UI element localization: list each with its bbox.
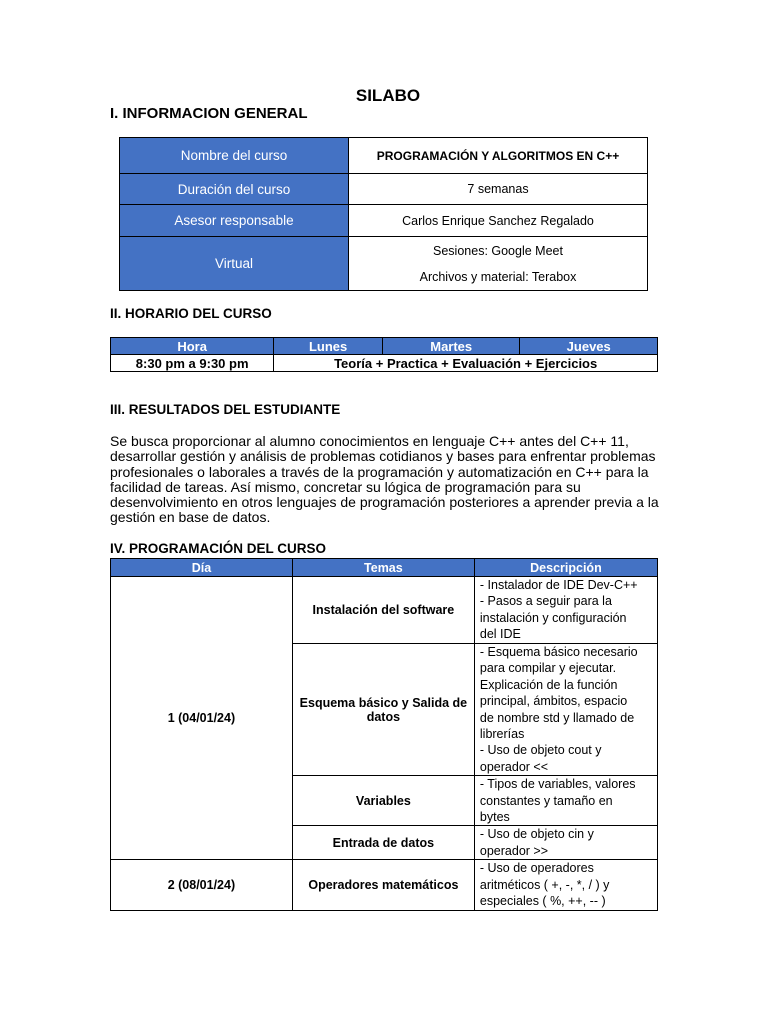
- virtual-value: [349, 237, 648, 291]
- description-line: - Uso de objeto cout y: [479, 743, 602, 758]
- advisor-label: Asesor responsable: [120, 205, 349, 237]
- header-jueves: Jueves: [520, 338, 658, 355]
- description-line: - Uso de operadores: [479, 861, 594, 876]
- topic-cell: Operadores matemáticos: [292, 860, 474, 910]
- table-row: [120, 174, 648, 205]
- topic-cell: Entrada de datos: [292, 826, 474, 860]
- description-cell: [474, 826, 657, 860]
- header-descripcion: Descripción: [474, 559, 657, 577]
- description-cell: [474, 644, 657, 776]
- course-name-value: PROGRAMACIÓN Y ALGORITMOS EN C++: [349, 138, 648, 174]
- description-line: aritméticos ( +, -, *, / ) y: [479, 877, 610, 892]
- header-hora: Hora: [111, 338, 274, 355]
- section-heading-schedule: II. HORARIO DEL CURSO: [110, 306, 272, 321]
- description-line: principal, ámbitos, espacio: [479, 694, 628, 709]
- duration-value: 7 semanas: [349, 174, 648, 205]
- description-line: - Uso de objeto cin y: [479, 827, 594, 842]
- table-row: [120, 237, 648, 291]
- day-cell: 2 (08/01/24): [111, 860, 293, 910]
- description-line: librerías: [479, 727, 525, 742]
- table-row: [111, 355, 658, 372]
- schedule-activities: Teoría + Practica + Evaluación + Ejercicios: [274, 355, 658, 372]
- description-line: instalación y configuración: [479, 610, 627, 625]
- virtual-sessions: Sesiones: Google Meet: [433, 243, 563, 258]
- header-martes: Martes: [382, 338, 520, 355]
- description-line: de nombre std y llamado de: [479, 710, 635, 725]
- section-heading-general-info: I. INFORMACION GENERAL: [110, 105, 308, 122]
- description-line: - Instalador de IDE Dev-C++: [479, 578, 638, 592]
- program-table: [110, 558, 658, 911]
- section-heading-results: III. RESULTADOS DEL ESTUDIANTE: [110, 402, 341, 417]
- description-line: constantes y tamaño en: [479, 793, 613, 808]
- topic-cell: Instalación del software: [292, 577, 474, 644]
- topic-cell: Variables: [292, 776, 474, 826]
- section-heading-program: IV. PROGRAMACIÓN DEL CURSO: [110, 541, 327, 556]
- results-paragraph: Se busca proporcionar al alumno conocimientos en lenguaje C++ antes del C++ 11, desarrollar gestión y análisis de problemas cotidianos y bases para enfrentar problemas profesionales o laborales a través de la programación y automatización en C++ para la facilidad de tareas. Así mismo, concretar su lógica de programación para su desenvolvimiento en otros lenguajes de programación posteriores a aprender previa a la gestión en base de datos.: [110, 433, 659, 526]
- schedule-table: [110, 337, 658, 372]
- header-temas: Temas: [292, 559, 474, 577]
- description-line: - Pasos a seguir para la: [479, 594, 612, 609]
- description-line: bytes: [479, 810, 510, 825]
- table-row: [120, 138, 648, 174]
- description-line: operador >>: [479, 843, 548, 858]
- course-name-label: Nombre del curso: [120, 138, 349, 174]
- description-line: operador <<: [479, 759, 548, 774]
- description-cell: [474, 776, 657, 826]
- table-row: [111, 577, 658, 644]
- description-line: especiales ( %, ++, -- ): [479, 894, 606, 909]
- table-row: [120, 205, 648, 237]
- schedule-time: 8:30 pm a 9:30 pm: [111, 355, 274, 372]
- header-lunes: Lunes: [274, 338, 383, 355]
- description-line: - Esquema básico necesario: [479, 645, 638, 659]
- description-line: del IDE: [479, 627, 521, 642]
- description-line: para compilar y ejecutar.: [479, 661, 617, 676]
- day-cell: 1 (04/01/24): [111, 577, 293, 860]
- document-title: SILABO: [355, 86, 421, 105]
- description-cell: [474, 577, 657, 644]
- description-line: Explicación de la función: [479, 677, 618, 692]
- description-line: - Tipos de variables, valores: [479, 777, 636, 792]
- topic-cell: Esquema básico y Salida de datos: [292, 644, 474, 776]
- virtual-materials: Archivos y material: Terabox: [419, 269, 577, 284]
- general-info-table: [119, 137, 648, 291]
- table-row: [111, 860, 658, 910]
- header-dia: Día: [111, 559, 293, 577]
- advisor-value: Carlos Enrique Sanchez Regalado: [349, 205, 648, 237]
- duration-label: Duración del curso: [120, 174, 349, 205]
- table-header-row: [111, 559, 658, 577]
- table-header-row: [111, 338, 658, 355]
- virtual-label: Virtual: [120, 237, 349, 291]
- description-cell: [474, 860, 657, 910]
